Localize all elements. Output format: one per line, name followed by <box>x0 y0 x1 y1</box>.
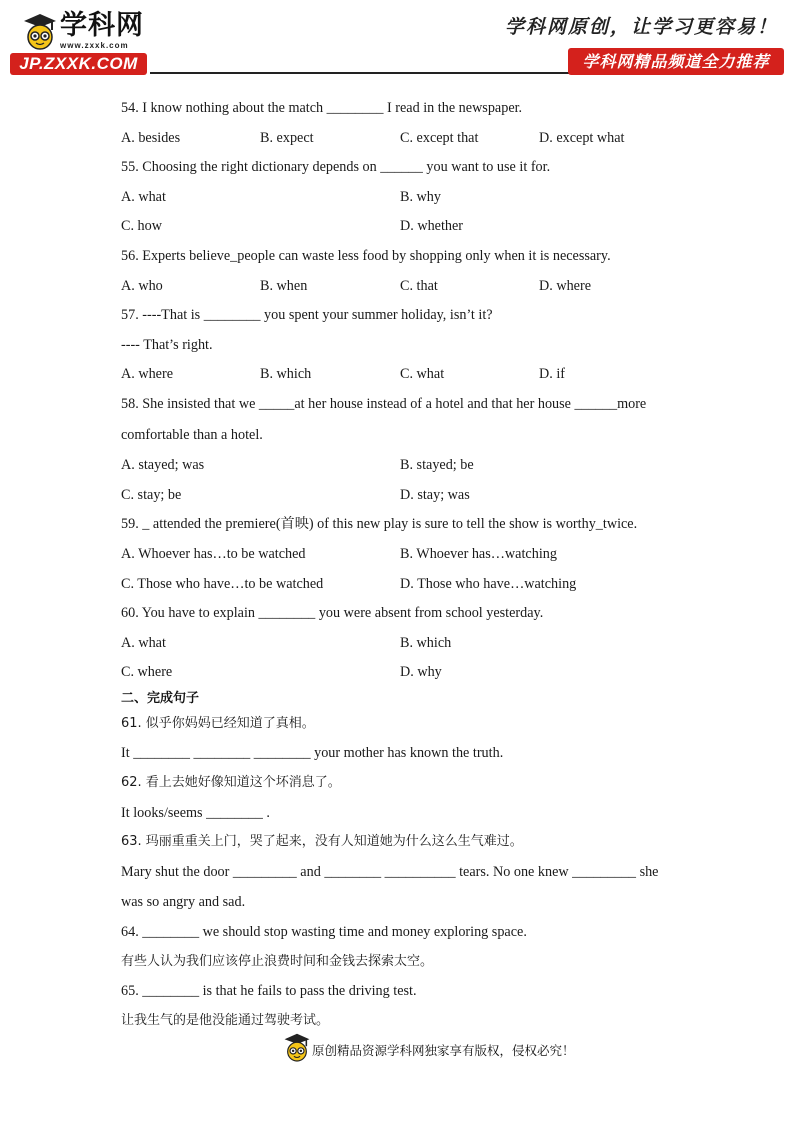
option-d: D. where <box>539 277 591 294</box>
option-b: B. Whoever has…watching <box>400 545 557 562</box>
options-row <box>121 658 681 688</box>
options-row <box>121 124 681 154</box>
option-a: A. Whoever has…to be watched <box>121 545 306 562</box>
chinese-prompt: 61. 似乎你妈妈已经知道了真相。 <box>121 715 315 731</box>
options-row <box>121 451 681 481</box>
english-blank-line: Mary shut the door _________ and ________ __________ tears. No one knew _________ she <box>121 863 659 880</box>
option-a: A. stayed; was <box>121 457 205 474</box>
option-d: D. stay; was <box>400 486 470 503</box>
option-d: D. except what <box>539 129 625 146</box>
option-a: A. where <box>121 366 173 383</box>
option-b: B. why <box>400 188 441 205</box>
question-56 <box>121 242 681 301</box>
option-c: C. Those who have…to be watched <box>121 575 324 592</box>
option-a: A. besides <box>121 129 181 146</box>
option-c: C. how <box>121 218 162 235</box>
sentence-63 <box>121 828 681 918</box>
english-blank-line-continued: was so angry and sad. <box>121 894 246 911</box>
question-stem: 56. Experts believe_people can waste less food by shopping only when it is necessary. <box>121 247 611 264</box>
option-b: B. expect <box>260 129 314 146</box>
option-c: C. except that <box>400 129 479 146</box>
options-row <box>121 570 681 600</box>
options-row <box>121 540 681 570</box>
sentence-61 <box>121 710 681 769</box>
option-d: D. if <box>539 366 566 383</box>
question-stem: 54. I know nothing about the match ________ I read in the newspaper. <box>121 100 523 116</box>
chinese-prompt: 62. 看上去她好像知道这个坏消息了。 <box>121 775 341 791</box>
header-divider <box>150 72 570 74</box>
logo-url: www.zxxk.com <box>60 41 129 50</box>
chinese-prompt: 63. 玛丽重重关上门，哭了起来，没有人知道她为什么这么生气难过。 <box>121 834 523 850</box>
channel-badge[interactable]: 学科网精品频道全力推荐 <box>568 48 784 75</box>
logo-name: 学科网 <box>60 10 144 41</box>
sentence-65 <box>121 977 681 1036</box>
english-blank-line: 65. ________ is that he fails to pass the driving test. <box>121 983 417 1000</box>
option-b: B. which <box>260 366 312 383</box>
english-blank-line: It ________ ________ ________ your mother has known the truth. <box>121 745 504 762</box>
english-blank-line: 64. ________ we should stop wasting time and money exploring space. <box>121 924 527 941</box>
option-c: C. stay; be <box>121 486 182 503</box>
question-stem: 55. Choosing the right dictionary depends on ______ you want to use it for. <box>121 159 551 176</box>
worksheet-content <box>121 94 681 1036</box>
slogan: 学科网原创，让学习更容易！ <box>504 16 778 38</box>
option-a: A. who <box>121 277 163 294</box>
mascot-logo-icon <box>22 12 58 50</box>
option-b: B. stayed; be <box>400 457 474 474</box>
english-blank-line: It looks/seems ________ . <box>121 804 270 821</box>
question-stem-continued: comfortable than a hotel. <box>121 426 263 443</box>
section-title: 二、完成句子 <box>121 690 200 706</box>
question-stem: 58. She insisted that we _____at her house instead of a hotel and that her house ______more <box>121 395 647 412</box>
option-c: C. that <box>400 277 438 294</box>
sentence-62 <box>121 769 681 828</box>
option-b: B. when <box>260 277 308 294</box>
question-60 <box>121 599 681 688</box>
options-row <box>121 629 681 659</box>
mascot-footer-icon <box>283 1032 311 1062</box>
page-header <box>0 0 800 82</box>
logo-badge[interactable]: JP.ZXXK.COM <box>10 53 147 75</box>
question-stem: 59. _ attended the premiere(首映) of this new play is sure to tell the show is worthy_twice. <box>121 516 638 533</box>
question-stem: 60. You have to explain ________ you were absent from school yesterday. <box>121 605 544 622</box>
option-c: C. where <box>121 664 173 681</box>
options-row <box>121 183 681 213</box>
dialogue-reply: ---- That’s right. <box>121 336 213 353</box>
option-d: D. Those who have…watching <box>400 575 577 592</box>
option-c: C. what <box>400 366 445 383</box>
options-row <box>121 360 681 390</box>
option-b: B. which <box>400 634 452 651</box>
copyright-notice: 原创精品资源学科网独家享有版权，侵权必究！ <box>312 1043 575 1058</box>
question-54 <box>121 94 681 153</box>
question-58 <box>121 390 681 510</box>
chinese-translation: 有些人认为我们应该停止浪费时间和金钱去探索太空。 <box>121 953 434 969</box>
chinese-translation: 让我生气的是他没能通过驾驶考试。 <box>121 1012 330 1028</box>
options-row <box>121 212 681 242</box>
option-d: D. why <box>400 664 442 681</box>
sentence-64 <box>121 918 681 977</box>
options-row <box>121 272 681 302</box>
question-55 <box>121 153 681 242</box>
question-59 <box>121 510 681 599</box>
option-a: A. what <box>121 634 166 651</box>
options-row <box>121 481 681 511</box>
question-57 <box>121 301 681 390</box>
question-stem: 57. ----That is ________ you spent your summer holiday, isn’t it? <box>121 307 493 324</box>
option-d: D. whether <box>400 218 464 235</box>
option-a: A. what <box>121 188 166 205</box>
